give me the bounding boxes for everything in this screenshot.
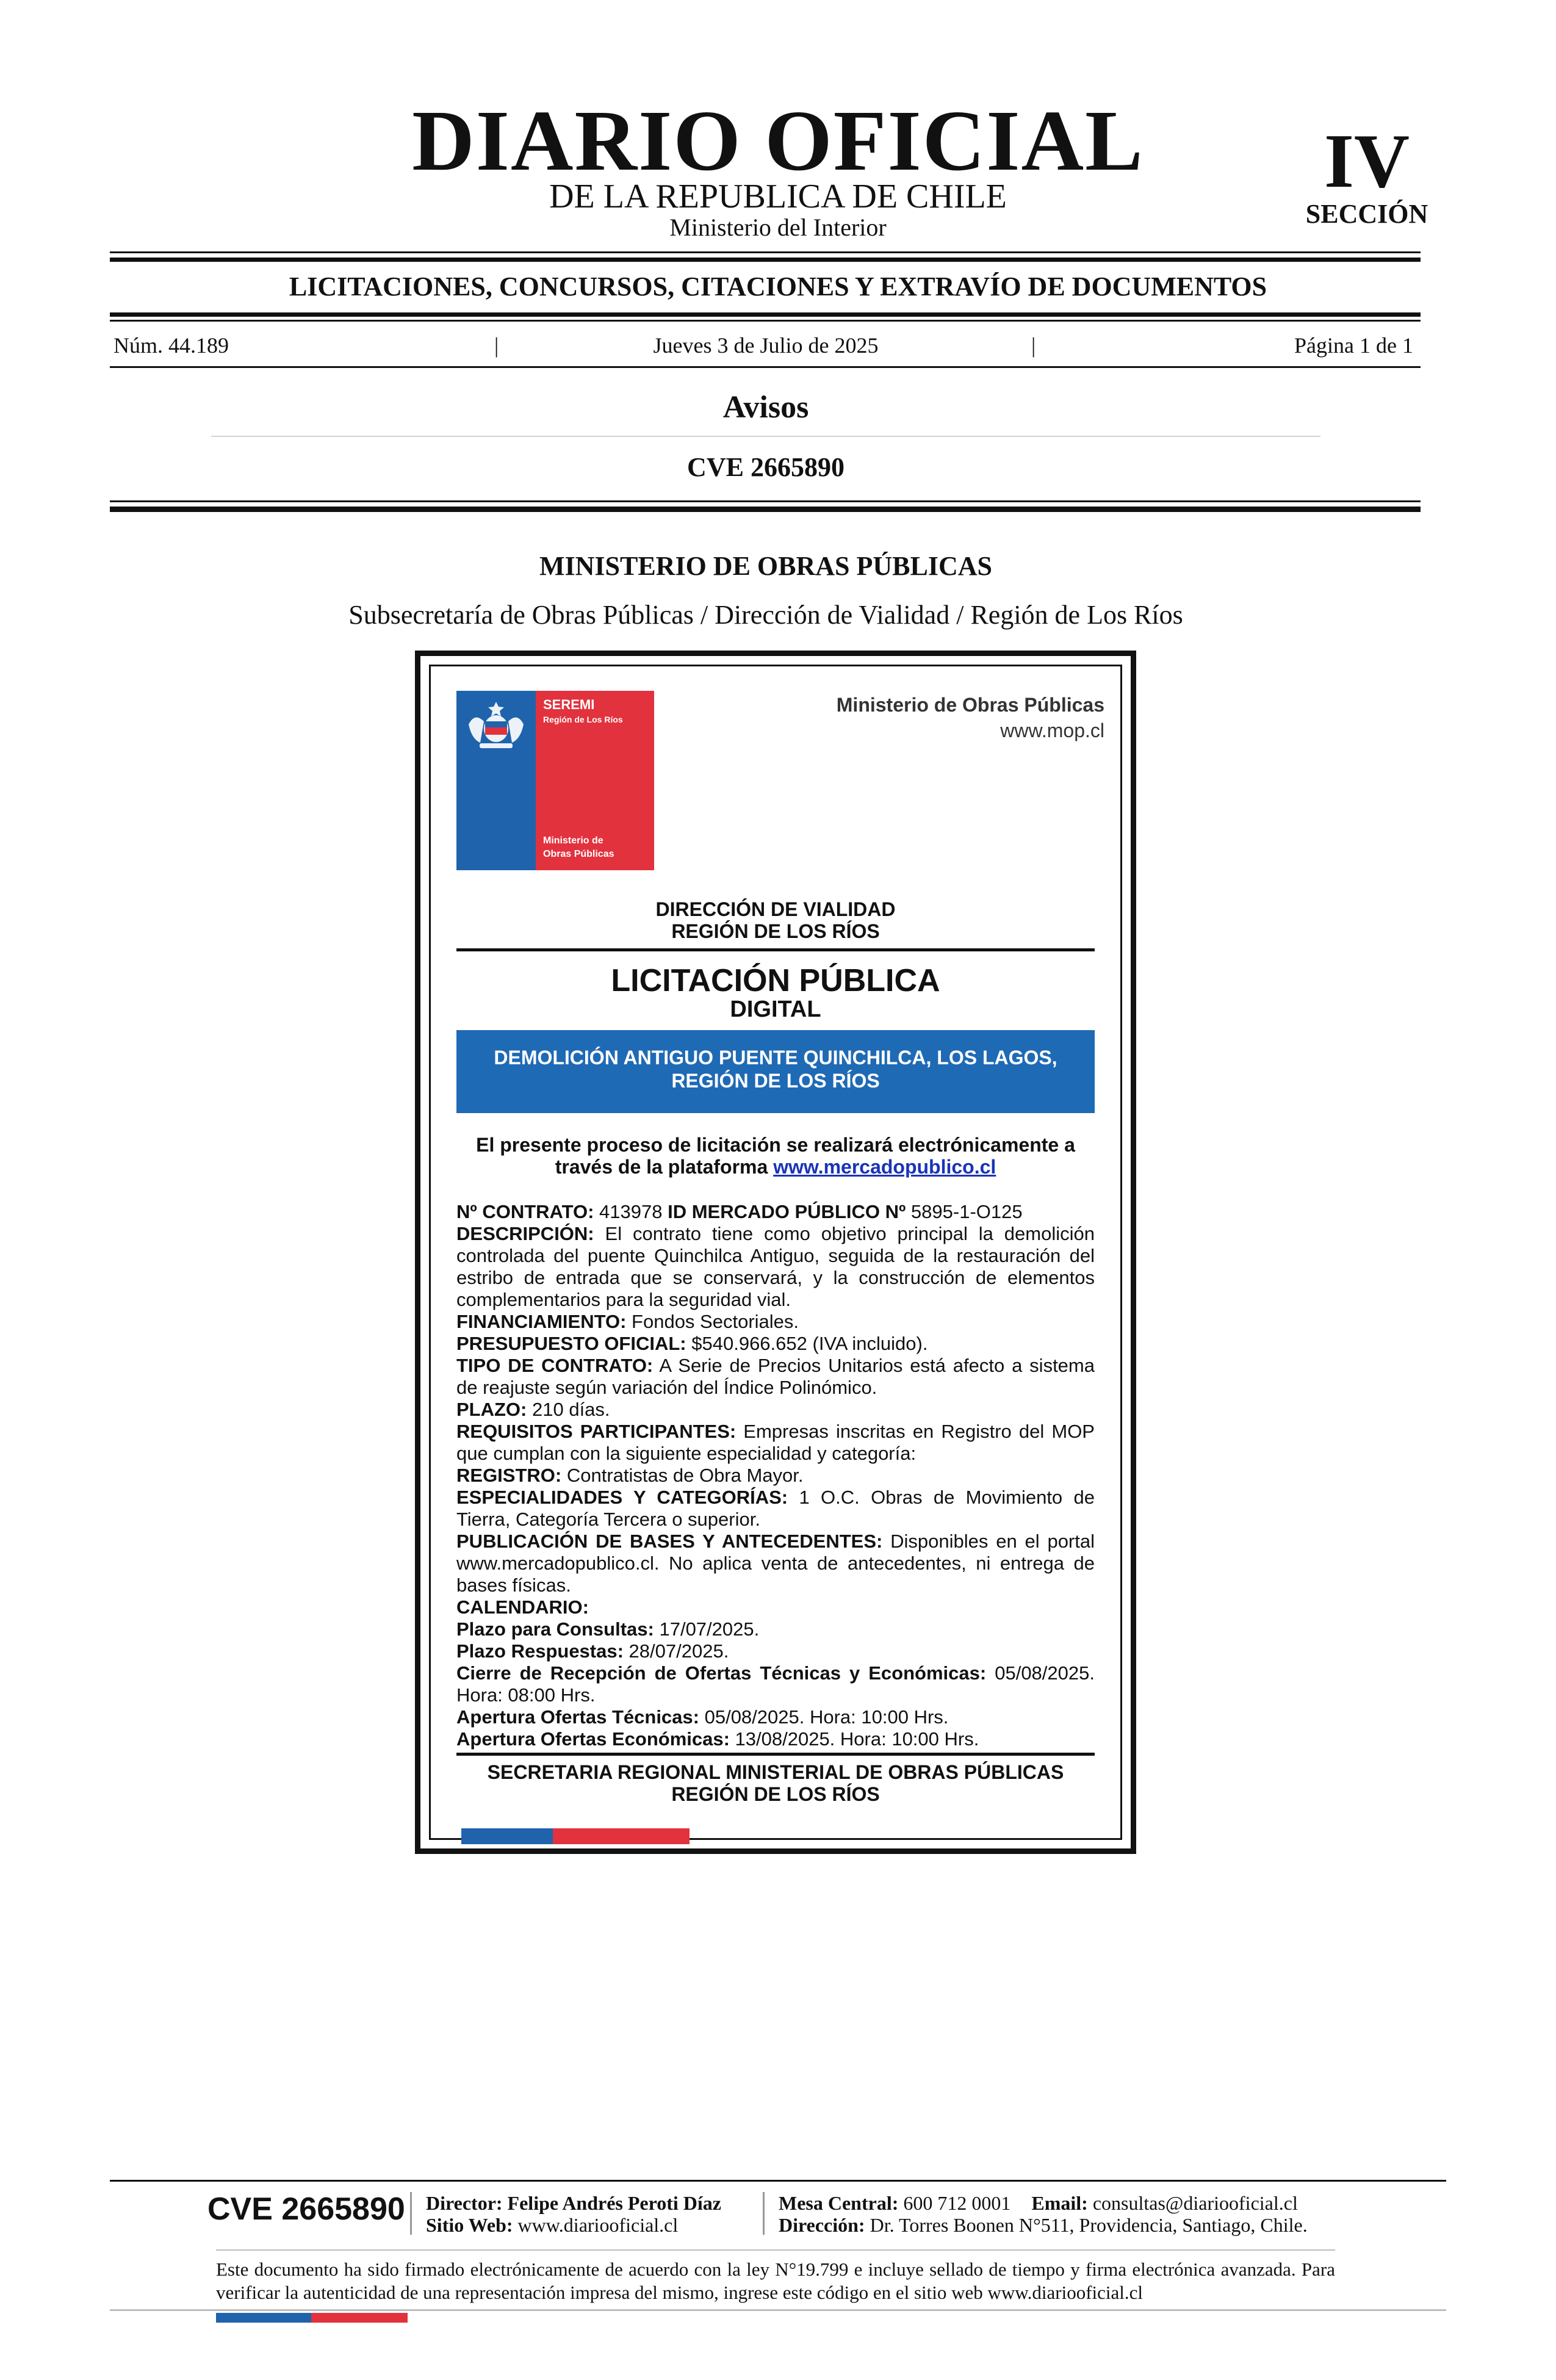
tender-subtitle: DIGITAL xyxy=(730,997,821,1022)
logo-ministry-line2: Obras Públicas xyxy=(543,849,614,859)
detail-tipo xyxy=(456,1355,1095,1399)
detail-value: Disponibles en el portal www.mercadopublico.cl. No aplica venta de antecedentes, ni entrega de bases físicas. xyxy=(456,1531,1095,1596)
detail-label: Apertura Ofertas Económicas: xyxy=(456,1728,730,1750)
cve-code: CVE 2665890 xyxy=(687,452,845,482)
detail-financiamiento xyxy=(456,1311,1095,1333)
detail-label: ID MERCADO PÚBLICO Nº xyxy=(668,1201,906,1222)
section-number: IV xyxy=(1324,119,1410,204)
footer-label: Mesa Central: xyxy=(779,2192,899,2214)
detail-label: Plazo para Consultas: xyxy=(456,1618,654,1640)
section-word: SECCIÓN xyxy=(1305,199,1428,229)
logo-ministry-line1: Ministerio de xyxy=(543,835,603,846)
detail-descripcion xyxy=(456,1223,1095,1311)
detail-value: Empresas inscritas en Registro del MOP que cumplan con la siguiente especialidad y categoría: xyxy=(456,1421,1095,1464)
detail-value: 5895-1-O125 xyxy=(906,1201,1023,1222)
masthead-title: DIARIO OFICIAL xyxy=(412,92,1144,189)
header-rule xyxy=(110,320,1421,322)
detail-requisitos xyxy=(456,1421,1095,1465)
project-name-line-1: DEMOLICIÓN ANTIGUO PUENTE QUINCHILCA, LOS LAGOS, xyxy=(494,1047,1057,1069)
section-title: LICITACIONES, CONCURSOS, CITACIONES Y EXTRAVÍO DE DOCUMENTOS xyxy=(289,272,1267,301)
detail-apertura-economicas xyxy=(456,1728,1095,1750)
project-name-band xyxy=(456,1030,1095,1113)
ad-divider xyxy=(456,948,1095,951)
detail-value: Fondos Sectoriales. xyxy=(626,1311,799,1332)
detail-value: 05/08/2025. Hora: 10:00 Hrs. xyxy=(699,1706,949,1728)
detail-label: DESCRIPCIÓN: xyxy=(456,1223,594,1244)
logo-blue-panel xyxy=(456,691,536,870)
footer-label: Email: xyxy=(1031,2192,1088,2214)
detail-value: 17/07/2025. xyxy=(654,1618,760,1640)
detail-label: Cierre de Recepción de Ofertas Técnicas y Económicas: xyxy=(456,1662,987,1684)
tender-title: LICITACIÓN PÚBLICA xyxy=(611,963,940,998)
logo-region: Región de Los Ríos xyxy=(543,715,623,724)
direccion-vialidad xyxy=(431,898,1120,942)
detail-value: 210 días. xyxy=(527,1399,610,1420)
detail-consultas xyxy=(456,1618,1095,1640)
issue-number: Núm. 44.189 xyxy=(113,333,229,358)
footer-label: Sitio Web: xyxy=(426,2214,513,2236)
detail-value: El contrato tiene como objetivo principal la demolición controlada del puente Quinchilca Antiguo, seguida de la restauración del estribo de entrada que se conservará, y la construcción de elementos complementarios para la seguridad vial. xyxy=(456,1223,1095,1310)
footer-separator xyxy=(763,2192,765,2235)
info-separator: | xyxy=(1031,333,1036,358)
seremi-logo xyxy=(456,691,654,870)
detail-label: PRESUPUESTO OFICIAL: xyxy=(456,1333,686,1354)
header-rule xyxy=(110,312,1421,317)
detail-label: PLAZO: xyxy=(456,1399,527,1420)
detail-label: PUBLICACIÓN DE BASES Y ANTECEDENTES: xyxy=(456,1531,883,1552)
detail-label: FINANCIAMIENTO: xyxy=(456,1311,627,1332)
detail-label: Plazo Respuestas: xyxy=(456,1640,624,1662)
footer-label: Dirección: xyxy=(779,2214,865,2236)
ad-signature-line-2: REGIÓN DE LOS RÍOS xyxy=(671,1783,880,1805)
footer-rule xyxy=(110,2180,1446,2182)
detail-plazo xyxy=(456,1399,1095,1421)
detail-label: Apertura Ofertas Técnicas: xyxy=(456,1706,699,1728)
detail-publicacion xyxy=(456,1531,1095,1596)
mop-url: www.mop.cl xyxy=(1000,719,1104,741)
tender-details xyxy=(456,1201,1095,1750)
footer-value: Dr. Torres Boonen N°511, Providencia, Santiago, Chile. xyxy=(865,2214,1308,2236)
footer-contact xyxy=(779,2192,1298,2214)
tender-advertisement xyxy=(415,651,1136,1854)
detail-value: A Serie de Precios Unitarios está afecto a sistema de reajuste según variación del Índice Polinómico. xyxy=(456,1355,1095,1398)
detail-value: 1 O.C. Obras de Movimiento de Tierra, Categoría Tercera o superior. xyxy=(456,1487,1095,1530)
logo-seremi: SEREMI xyxy=(543,697,595,712)
detail-label: TIPO DE CONTRATO: xyxy=(456,1355,654,1376)
footer-flag-red xyxy=(311,2313,408,2323)
footer-separator xyxy=(410,2192,412,2235)
footer-director xyxy=(426,2192,721,2214)
detail-value: 28/07/2025. xyxy=(623,1640,729,1662)
detail-especialidades xyxy=(456,1487,1095,1531)
notice-subsecretariat: Subsecretaría de Obras Públicas / Dirección de Vialidad / Región de Los Ríos xyxy=(348,600,1183,630)
footer-value: 600 712 0001 xyxy=(898,2192,1011,2214)
footer-legal-notice: Este documento ha sido firmado electrónicamente de acuerdo con la ley N°19.799 e incluye sellado de tiempo y firma electrónica avanzada. Para verificar la autenticidad de una representación impresa del mismo, ingrese este código en el sitio web www.diariooficial.cl xyxy=(216,2259,1335,2303)
page-indicator: Página 1 de 1 xyxy=(1294,333,1413,358)
intro-text xyxy=(474,1134,1078,1178)
header-rule xyxy=(110,251,1421,253)
detail-contrato xyxy=(456,1201,1095,1223)
logo-red-panel xyxy=(536,691,654,870)
detail-value: 05/08/2025. Hora: 08:00 Hrs. xyxy=(456,1662,1095,1706)
footer-value: Felipe Andrés Peroti Díaz xyxy=(502,2192,721,2214)
flag-stripe-blue xyxy=(461,1828,553,1844)
footer-value: www.diariooficial.cl xyxy=(513,2214,679,2236)
direccion-line-2: REGIÓN DE LOS RÍOS xyxy=(671,920,880,942)
detail-label: ESPECIALIDADES Y CATEGORÍAS: xyxy=(456,1487,788,1508)
footer-flag-blue xyxy=(216,2313,311,2323)
ad-signature xyxy=(431,1761,1120,1805)
detail-label: REQUISITOS PARTICIPANTES: xyxy=(456,1421,737,1442)
detail-apertura-tecnicas xyxy=(456,1706,1095,1728)
footer-value: consultas@diariooficial.cl xyxy=(1087,2192,1298,2214)
detail-label: Nº CONTRATO: xyxy=(456,1201,594,1222)
detail-respuestas xyxy=(456,1640,1095,1662)
footer-thin-rule xyxy=(216,2249,1335,2251)
intro-sentence: El presente proceso de licitación se realizará electrónicamente a través de la plataforma xyxy=(476,1134,1075,1178)
mercadopublico-link[interactable]: www.mercadopublico.cl xyxy=(773,1156,996,1178)
footer-label: Director: xyxy=(426,2192,503,2214)
detail-presupuesto xyxy=(456,1333,1095,1355)
header-rule xyxy=(110,258,1421,262)
footer-website xyxy=(426,2214,678,2236)
project-name-line-2: REGIÓN DE LOS RÍOS xyxy=(671,1070,880,1092)
info-separator: | xyxy=(494,333,499,358)
footer-bottom-rule xyxy=(110,2309,1446,2311)
flag-stripe-red xyxy=(553,1828,690,1844)
category-heading: Avisos xyxy=(722,390,809,425)
detail-cierre xyxy=(456,1662,1095,1706)
ad-divider xyxy=(456,1753,1095,1756)
detail-value: $540.966.652 (IVA incluido). xyxy=(686,1333,928,1354)
mop-name: Ministerio de Obras Públicas xyxy=(836,694,1104,716)
detail-value: 13/08/2025. Hora: 10:00 Hrs. xyxy=(729,1728,979,1750)
category-rule xyxy=(211,436,1320,437)
detail-value: Contratistas de Obra Mayor. xyxy=(561,1465,804,1486)
direccion-line-1: DIRECCIÓN DE VIALIDAD xyxy=(655,898,896,920)
detail-registro xyxy=(456,1465,1095,1487)
footer-cve: CVE 2665890 xyxy=(207,2191,405,2227)
detail-value: 413978 xyxy=(594,1201,668,1222)
cve-rule xyxy=(110,500,1421,502)
issue-date: Jueves 3 de Julio de 2025 xyxy=(653,333,879,358)
masthead-ministry: Ministerio del Interior xyxy=(669,214,887,241)
notice-ministry: MINISTERIO DE OBRAS PÚBLICAS xyxy=(539,551,993,581)
detail-label: REGISTRO: xyxy=(456,1465,562,1486)
ad-signature-line-1: SECRETARIA REGIONAL MINISTERIAL DE OBRAS PÚBLICAS xyxy=(487,1761,1064,1783)
detail-label: CALENDARIO: xyxy=(456,1596,589,1618)
coat-of-arms-icon xyxy=(456,691,536,764)
advertisement-inner-frame xyxy=(429,665,1122,1840)
project-name xyxy=(456,1046,1095,1092)
cve-rule xyxy=(110,507,1421,512)
detail-calendario xyxy=(456,1596,1095,1618)
masthead-subtitle: DE LA REPUBLICA DE CHILE xyxy=(549,178,1007,215)
footer-address xyxy=(779,2214,1308,2236)
info-rule xyxy=(110,366,1421,368)
